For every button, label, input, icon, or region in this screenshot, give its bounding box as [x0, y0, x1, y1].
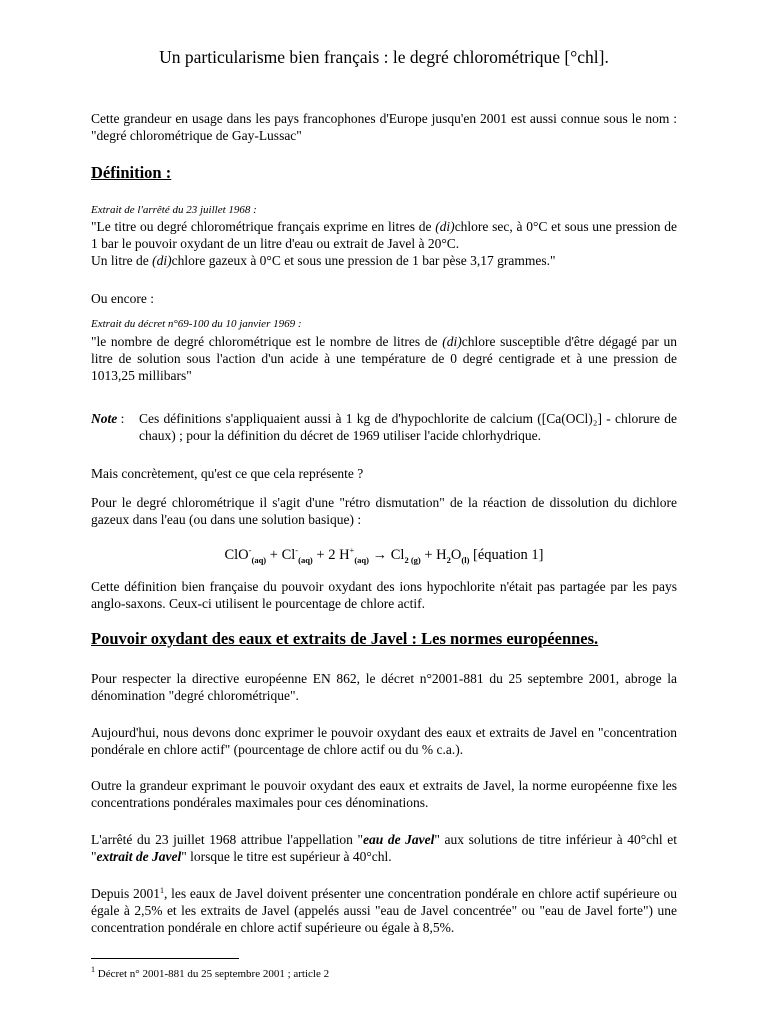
citation-arrete-1968: Extrait de l'arrêté du 23 juillet 1968 : — [91, 204, 257, 216]
note-label: Note : — [91, 411, 125, 426]
section-paragraph-4: L'arrêté du 23 juillet 1968 attribue l'appellation "eau de Javel" aux solutions de titre inférieur à 40°chl et "extrait de Javel" lorsque le titre est supérieur à 40°chl. — [91, 832, 677, 864]
quote-text: "Le titre ou degré chlorométrique français exprime en litres de — [91, 219, 436, 234]
quote-text: chlore gazeux à 0°C et sous une pression de 1 bar pèse 3,17 grammes." — [171, 253, 556, 268]
definition-heading: Définition : — [91, 163, 172, 182]
section-paragraph-1: Pour respecter la directive européenne EN 862, le décret n°2001-881 du 25 septembre 2001, abroge la dénomination "degré chlorométrique". — [91, 671, 677, 703]
quote-text: chlore susceptible d'être dégagé par un litre de solution sous l'action d'un acide à une température de 0 degré centigrade et à une pression de 1013,25 millibars" — [91, 334, 678, 383]
section-paragraph-3: Outre la grandeur exprimant le pouvoir oxydant des eaux et extraits de Javel, la norme européenne fixe les concentrations pondérales maximales pour ces dénominations. — [91, 778, 677, 810]
question-text: Mais concrètement, qu'est ce que cela représente ? — [91, 466, 364, 481]
footnote-mark: 1 — [91, 965, 95, 974]
note-text: Ces définitions s'appliquaient aussi à 1 kg de d'hypochlorite de calcium ([Ca(OCl)₂] - chlorure de chaux) ; pour la définition du décret de 1969 utiliser l'acide chlorhydrique. — [139, 411, 677, 443]
section-paragraph-2: Aujourd'hui, nous devons donc exprimer le pouvoir oxydant des eaux et extraits de Javel en "concentration pondérale en chlore actif" (pourcentage de chlore actif ou du % c.a.). — [91, 725, 677, 757]
quote-text: Un litre de — [91, 253, 153, 268]
definition-quote-2 — [91, 333, 677, 384]
intro-paragraph: Cette grandeur en usage dans les pays francophones d'Europe jusqu'en 2001 est aussi connue sous le nom : "degré chlorométrique de Gay-Lussac" — [91, 111, 677, 143]
quote-text: chlore sec, à 0°C et sous une pression de 1 bar le pouvoir oxydant de un litre d'eau ou extrait de Javel à 20°C. — [91, 219, 678, 251]
footnote — [91, 963, 329, 981]
quote-text: "le nombre de degré chlorométrique est le nombre de litres de — [91, 334, 443, 349]
term-eau-de-javel: eau de Javel — [362, 832, 435, 847]
definition-quote-1 — [91, 218, 677, 269]
di-prefix: (di) — [435, 219, 455, 234]
section-heading-normes: Pouvoir oxydant des eaux et extraits de Javel : Les normes européennes. — [91, 629, 599, 648]
di-prefix: (di) — [152, 253, 172, 268]
di-prefix: (di) — [442, 334, 462, 349]
term-extrait-de-javel: extrait de Javel — [96, 849, 182, 864]
page-title: Un particularisme bien français : le degré chlorométrique [°chl]. — [159, 47, 609, 67]
citation-decret-1969: Extrait du décret n°69-100 du 10 janvier 1969 : — [91, 318, 302, 330]
footnote-divider — [91, 958, 239, 959]
section-paragraph-5: Depuis 2001$^1$, les eaux de Javel doivent présenter une concentration pondérale en chlore actif supérieure ou égale à 2,5% et les extraits de Javel (appelés aussi "eau de Javel concentrée" ou "eau de Javel forte") une concentration pondérale en chlore actif supérieure ou égale à 8,5%. — [91, 886, 678, 935]
equation-1: $ClO^-_{(aq)} + Cl^-_{(aq)} + 2$ $H^+_{(aq)} \to Cl_{2 (g)} + H_2O_{(l)}$ [équation 1] — [224, 545, 544, 565]
footnote-text: Décret n° 2001-881 du 25 septembre 2001 ; article 2 — [95, 968, 330, 980]
retro-dismutation-paragraph: Pour le degré chlorométrique il s'agit d'une "rétro dismutation" de la réaction de dissolution du dichlore gazeux dans l'eau (ou dans une solution basique) : — [91, 495, 677, 527]
ou-encore-text: Ou encore : — [91, 291, 154, 306]
footnote-reference[interactable]: 1 — [160, 886, 164, 895]
anglo-saxon-paragraph: Cette définition bien française du pouvoir oxydant des ions hypochlorite n'était pas partagée par les pays anglo-saxons. Ceux-ci utilisent le pourcentage de chlore actif. — [91, 579, 677, 611]
